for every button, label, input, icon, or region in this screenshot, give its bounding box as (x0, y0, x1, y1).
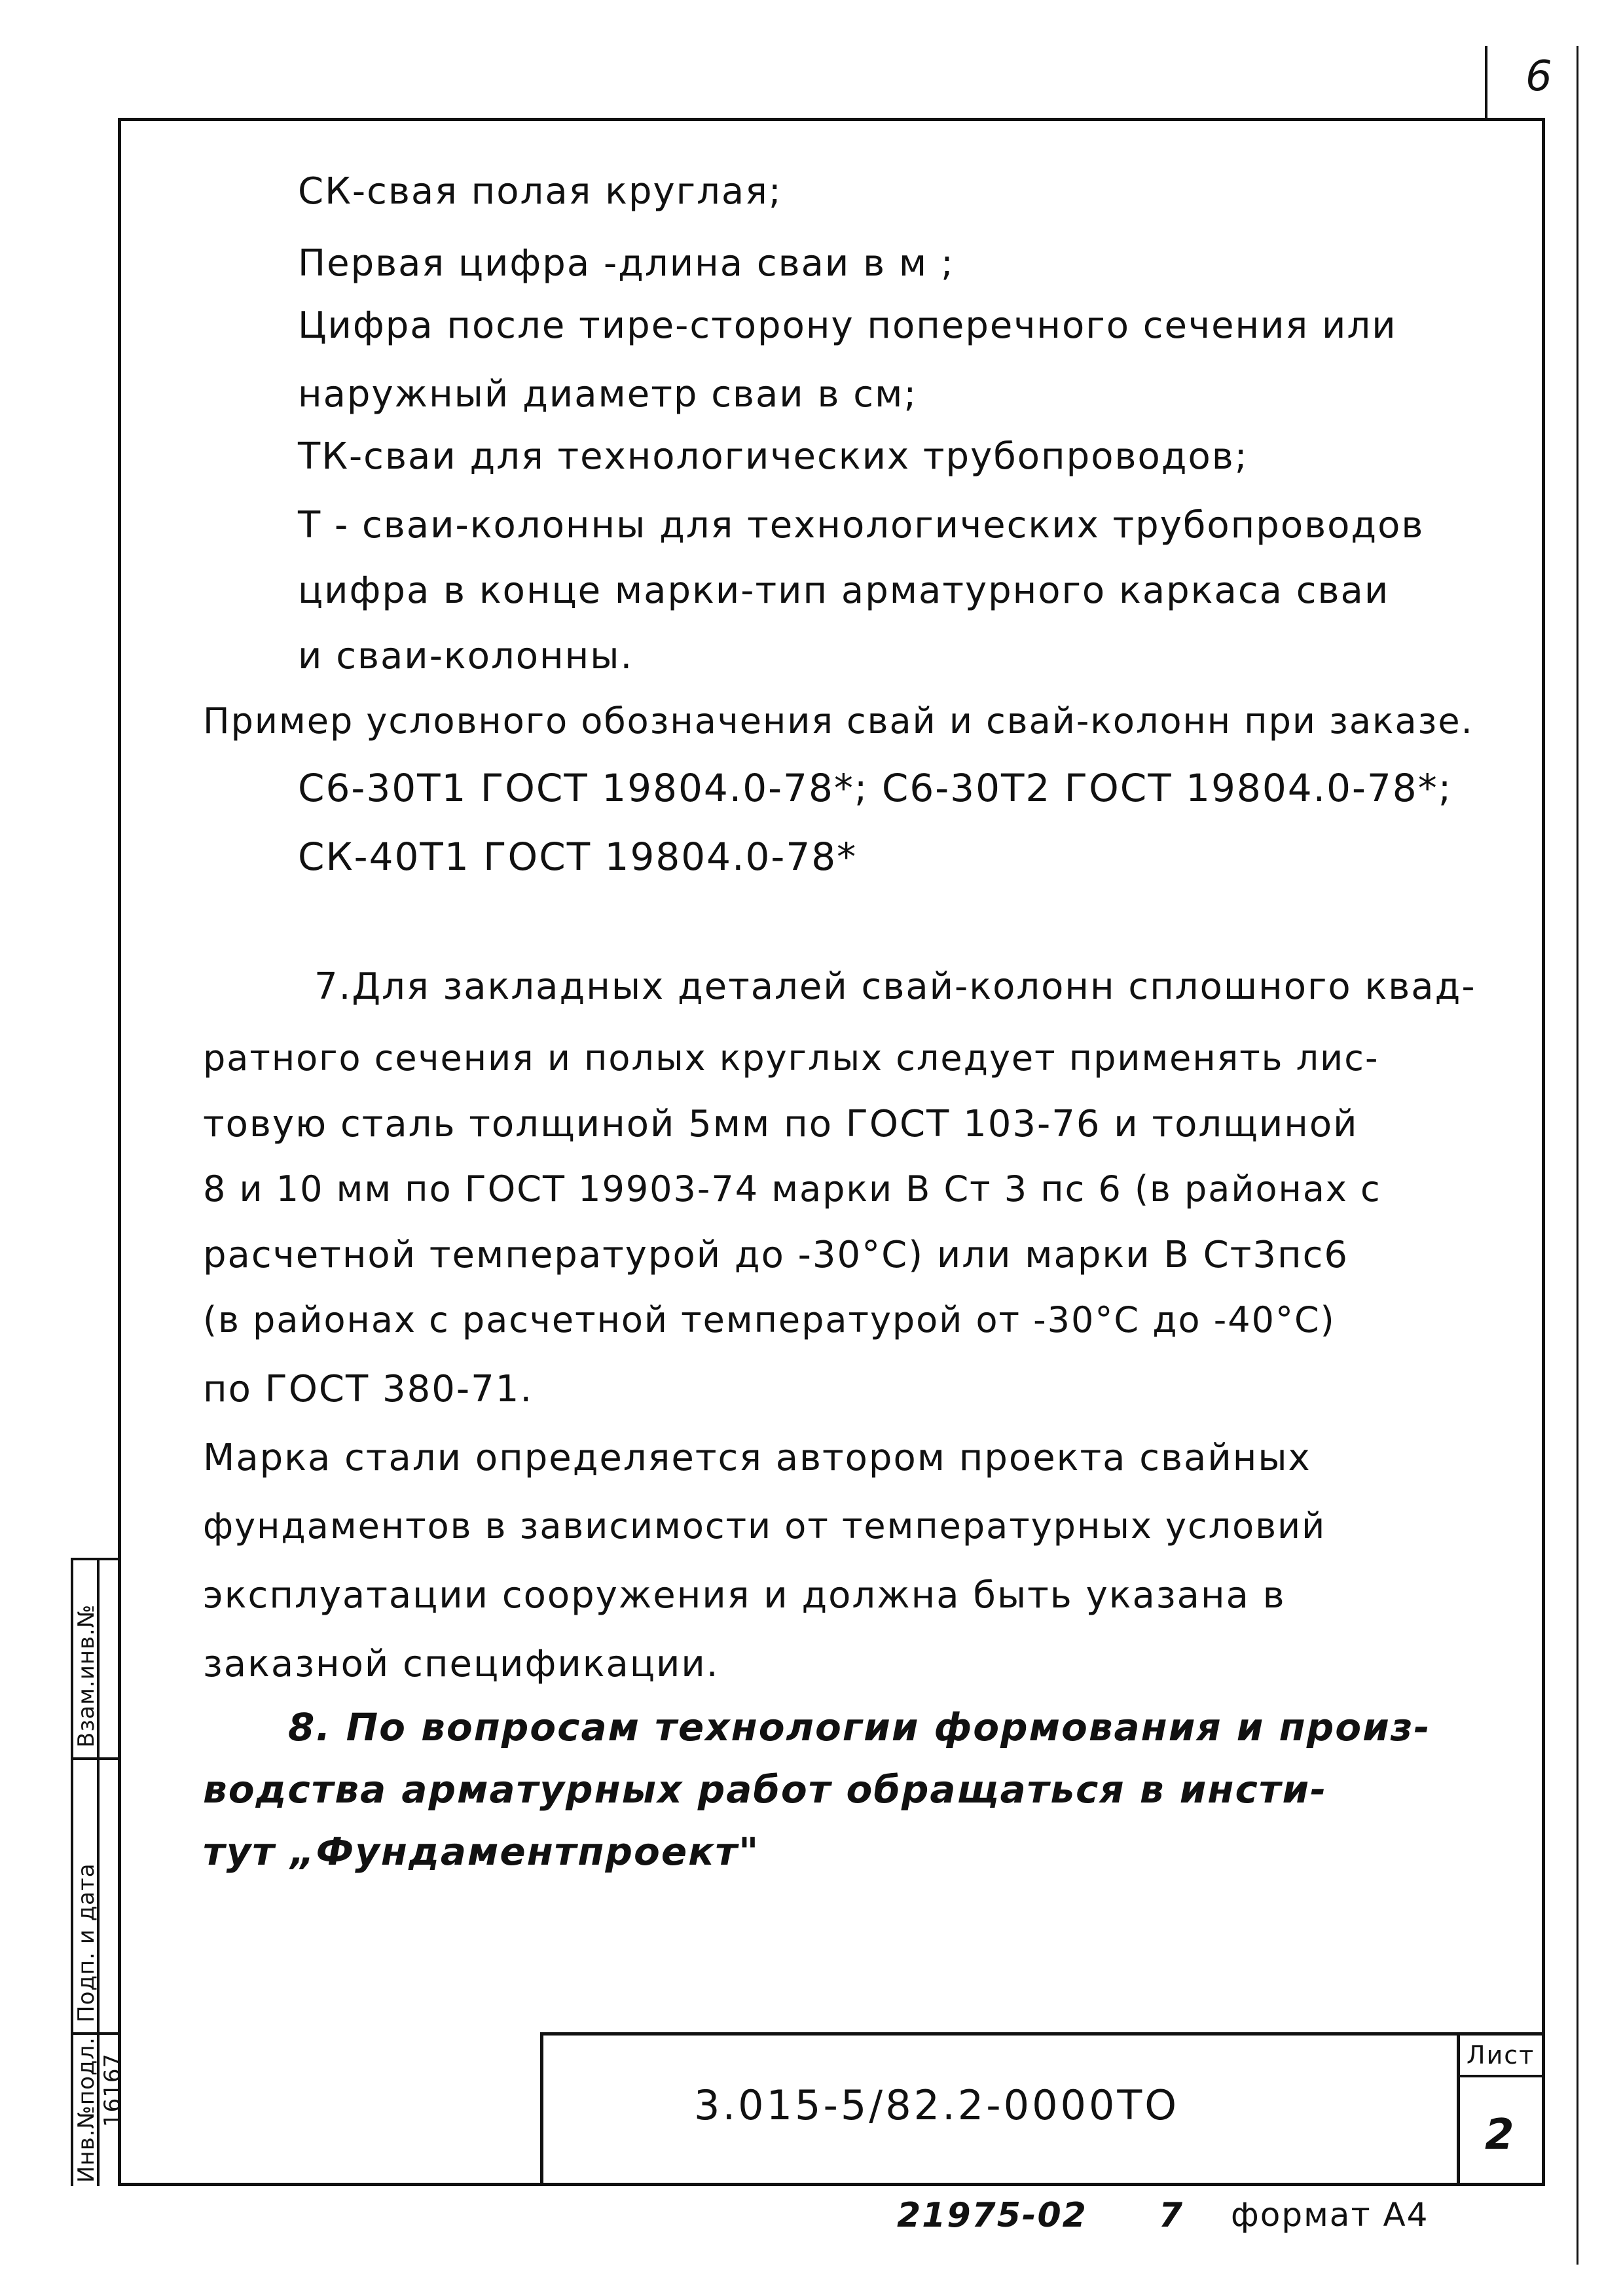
side-stamp-divider-1 (71, 1757, 120, 1760)
para-steel-line-1: Марка стали определяется автором проекта свайных (203, 1437, 1311, 1479)
side-stamp-vzam-label: Взам.инв.№ (73, 1604, 100, 1748)
body-line-3: Цифра после тире-сторону поперечного сечения или (298, 304, 1397, 347)
para-steel-line-2: фундаментов в зависимости от температурных условий (203, 1505, 1326, 1547)
footer-page-number: 7 (1159, 2196, 1184, 2235)
body-line-7: цифра в конце марки-тип арматурного каркаса сваи (298, 569, 1390, 612)
corner-page-number: 6 (1525, 52, 1554, 101)
para-steel-line-4: заказной спецификации. (203, 1643, 720, 1685)
body-line-8: и сваи-колонны. (298, 635, 634, 677)
para-7-line-4: 8 и 10 мм по ГОСТ 19903-74 марки В Ст 3 пс 6 (в районах с (203, 1168, 1381, 1210)
footer-order-number: 21975-02 (897, 2196, 1087, 2235)
document-code: 3.015-5/82.2-0000ТО (694, 2081, 1180, 2129)
para-7-line-7: по ГОСТ 380-71. (203, 1368, 534, 1410)
para-7-line-6: (в районах с расчетной температурой от -30°С до -40°С) (203, 1299, 1336, 1340)
example-heading: Пример условного обозначения свай и свай-колонн при заказе. (203, 700, 1474, 742)
side-stamp-podp-label: Подп. и дата (73, 1863, 100, 2022)
side-stamp-inv-label: Инв.№подл. (73, 2037, 100, 2183)
para-7-line-2: ратного сечения и полых круглых следует применять лис- (203, 1037, 1379, 1079)
side-stamp-top-line (71, 1558, 120, 1560)
body-line-4: наружный диаметр сваи в см; (298, 373, 918, 416)
title-block-divider (1457, 2032, 1460, 2186)
para-steel-line-3: эксплуатации сооружения и должна быть указана в (203, 1574, 1286, 1617)
body-line-5: ТК-сваи для технологических трубопроводов; (298, 435, 1249, 478)
corner-separator (1485, 46, 1487, 118)
sheet-number: 2 (1485, 2111, 1516, 2159)
para-7-line-1: 7.Для закладных деталей свай-колонн сплошного квад- (314, 965, 1476, 1008)
para-7-line-5: расчетной температурой до -30°С) или марки В Ст3пс6 (203, 1234, 1349, 1276)
main-frame (118, 118, 1545, 2186)
para-8-line-2: водства арматурных работ обращаться в инсти- (203, 1767, 1328, 1812)
sheet-label-underline (1457, 2075, 1545, 2077)
example-line-2: СК-40Т1 ГОСТ 19804.0-78* (298, 834, 858, 879)
sheet-label: Лист (1467, 2041, 1535, 2070)
side-stamp-divider-2 (71, 2032, 120, 2035)
body-line-6: Т - сваи-колонны для технологических трубопроводов (298, 504, 1425, 547)
body-line-2: Первая цифра -длина сваи в м ; (298, 242, 955, 285)
side-stamp-inv-value: 16167 (100, 2053, 126, 2127)
right-edge-line (1577, 46, 1578, 2265)
footer-format-label: формат А4 (1231, 2196, 1429, 2234)
body-line-1: СК-свая полая круглая; (298, 170, 782, 213)
example-line-1: С6-30Т1 ГОСТ 19804.0-78*; С6-30Т2 ГОСТ 19804.0-78*; (298, 766, 1453, 810)
para-7-line-3: товую сталь толщиной 5мм по ГОСТ 103-76 и толщиной (203, 1103, 1359, 1145)
para-8-line-1: 8. По вопросам технологии формования и произ- (288, 1705, 1431, 1749)
para-8-line-3: тут „Фундаментпроект" (203, 1829, 760, 1874)
